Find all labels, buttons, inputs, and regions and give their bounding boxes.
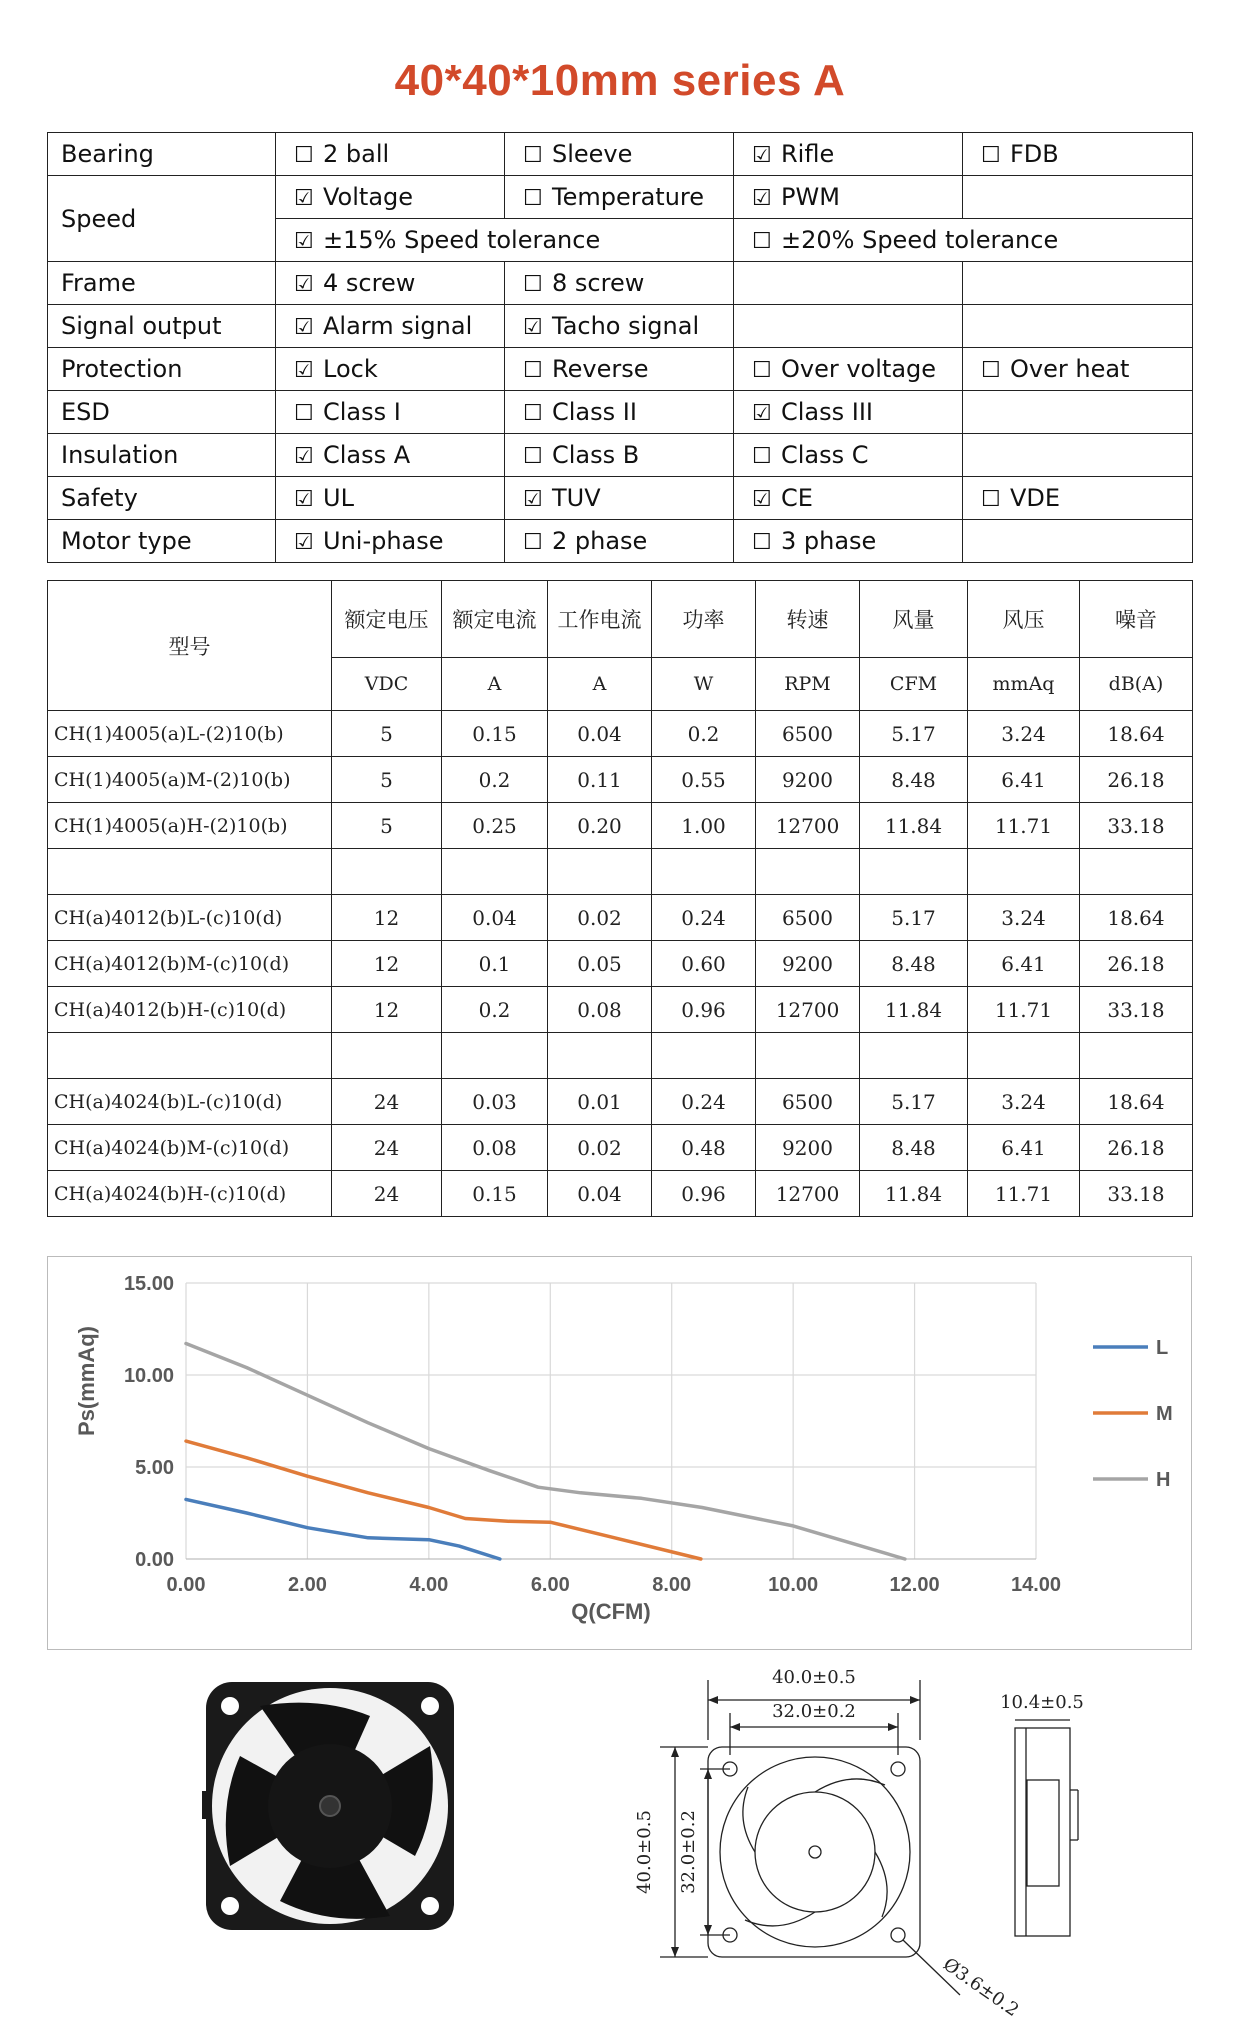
feature-option	[734, 305, 963, 348]
feature-option	[734, 477, 963, 520]
feature-option	[276, 133, 505, 176]
x-tick-label: 4.00	[409, 1574, 449, 1596]
empty-box-icon: ☐	[981, 487, 1001, 512]
checked-box-icon: ☑	[294, 487, 314, 512]
value-cell: 6.41	[968, 1125, 1080, 1171]
value-cell: 0.60	[652, 941, 756, 987]
empty-cell	[652, 849, 756, 895]
value-cell: 12	[332, 987, 442, 1033]
value-cell: 12	[332, 895, 442, 941]
feature-label: Frame	[48, 262, 276, 305]
feature-option	[505, 176, 734, 219]
empty-cell	[968, 1033, 1080, 1079]
feature-option-text: Over heat	[1010, 355, 1130, 383]
feature-option-text: PWM	[781, 183, 840, 211]
feature-option-text: Rifle	[781, 140, 835, 168]
feature-row	[48, 434, 1193, 477]
feature-option	[734, 434, 963, 477]
value-cell: 26.18	[1080, 1125, 1193, 1171]
table-row	[48, 711, 1193, 757]
front-dimension-drawing	[620, 1655, 1040, 2025]
model-cell: CH(a)4024(b)H-(c)10(d)	[48, 1171, 332, 1217]
value-cell: 26.18	[1080, 757, 1193, 803]
empty-box-icon: ☐	[981, 358, 1001, 383]
empty-box-icon: ☐	[294, 143, 314, 168]
value-cell: 11.71	[968, 1171, 1080, 1217]
value-cell: 11.84	[860, 987, 968, 1033]
value-cell: 0.1	[442, 941, 548, 987]
checked-box-icon: ☑	[523, 487, 543, 512]
value-cell: 0.15	[442, 1171, 548, 1217]
model-cell: CH(1)4005(a)H-(2)10(b)	[48, 803, 332, 849]
feature-option-text: 8 screw	[552, 269, 645, 297]
feature-option-text: Temperature	[552, 183, 705, 211]
value-cell: 33.18	[1080, 803, 1193, 849]
empty-box-icon: ☐	[752, 358, 772, 383]
spec-gap-row	[48, 1033, 1193, 1079]
feature-option	[505, 391, 734, 434]
value-cell: 24	[332, 1079, 442, 1125]
checked-box-icon: ☑	[294, 272, 314, 297]
feature-label: ESD	[48, 391, 276, 434]
value-cell: 0.03	[442, 1079, 548, 1125]
value-cell: 5	[332, 711, 442, 757]
value-cell: 9200	[756, 757, 860, 803]
empty-cell	[652, 1033, 756, 1079]
model-header: 型号	[48, 581, 332, 711]
value-cell: 9200	[756, 941, 860, 987]
empty-box-icon: ☐	[752, 229, 772, 254]
x-tick-label: 0.00	[166, 1574, 206, 1596]
value-cell: 0.05	[548, 941, 652, 987]
feature-option-text: Voltage	[323, 183, 414, 211]
value-cell: 0.11	[548, 757, 652, 803]
pq-chart	[47, 1256, 1192, 1650]
feature-label: Motor type	[48, 520, 276, 563]
y-tick-label: 10.00	[123, 1365, 174, 1387]
checked-box-icon: ☑	[294, 358, 314, 383]
feature-option	[276, 305, 505, 348]
feature-option-text: Class III	[781, 398, 874, 426]
feature-table	[47, 132, 1193, 563]
value-cell: 0.25	[442, 803, 548, 849]
feature-option	[505, 434, 734, 477]
feature-option-text: Sleeve	[552, 140, 633, 168]
feature-option-text: Class C	[781, 441, 869, 469]
empty-box-icon: ☐	[523, 358, 543, 383]
spec-unit: RPM	[756, 658, 860, 711]
empty-cell	[756, 849, 860, 895]
table-row	[48, 895, 1193, 941]
checked-box-icon: ☑	[752, 401, 772, 426]
value-cell: 0.2	[442, 987, 548, 1033]
feature-row	[48, 520, 1193, 563]
model-cell: CH(1)4005(a)L-(2)10(b)	[48, 711, 332, 757]
value-cell: 6500	[756, 711, 860, 757]
feature-option	[963, 434, 1193, 477]
empty-cell	[332, 1033, 442, 1079]
checked-box-icon: ☑	[523, 315, 543, 340]
empty-box-icon: ☐	[752, 444, 772, 469]
table-row	[48, 987, 1193, 1033]
spec-table	[47, 580, 1193, 1217]
spec-unit: VDC	[332, 658, 442, 711]
feature-row	[48, 176, 1193, 219]
value-cell: 1.00	[652, 803, 756, 849]
value-cell: 11.84	[860, 803, 968, 849]
feature-option-text: VDE	[1010, 484, 1061, 512]
value-cell: 3.24	[968, 711, 1080, 757]
checked-box-icon: ☑	[294, 315, 314, 340]
value-cell: 0.01	[548, 1079, 652, 1125]
value-cell: 5.17	[860, 711, 968, 757]
value-cell: 0.02	[548, 1125, 652, 1171]
empty-cell	[332, 849, 442, 895]
feature-option	[963, 391, 1193, 434]
model-cell: CH(a)4012(b)L-(c)10(d)	[48, 895, 332, 941]
value-cell: 12700	[756, 987, 860, 1033]
spec-header: 额定电流	[442, 581, 548, 658]
feature-option	[734, 520, 963, 563]
empty-cell	[442, 1033, 548, 1079]
value-cell: 12	[332, 941, 442, 987]
y-tick-label: 15.00	[123, 1273, 174, 1295]
value-cell: 0.24	[652, 895, 756, 941]
x-axis-label: Q(CFM)	[571, 1599, 651, 1624]
spec-header: 风压	[968, 581, 1080, 658]
value-cell: 0.04	[548, 1171, 652, 1217]
series-line-H	[186, 1344, 905, 1560]
value-cell: 8.48	[860, 941, 968, 987]
legend-label-M: M	[1156, 1403, 1173, 1425]
checked-box-icon: ☑	[294, 444, 314, 469]
hole-diameter-label: Ø3.6±0.2	[939, 1953, 1023, 2022]
value-cell: 12700	[756, 803, 860, 849]
table-row	[48, 803, 1193, 849]
feature-option-text: Class I	[323, 398, 401, 426]
table-row	[48, 941, 1193, 987]
feature-option	[276, 219, 734, 262]
feature-label: Speed	[48, 176, 276, 262]
front-hole-label: 32.0±0.2	[772, 1701, 856, 1722]
empty-cell	[756, 1033, 860, 1079]
model-cell: CH(a)4012(b)M-(c)10(d)	[48, 941, 332, 987]
value-cell: 0.2	[442, 757, 548, 803]
empty-cell	[548, 1033, 652, 1079]
spec-header: 转速	[756, 581, 860, 658]
value-cell: 11.71	[968, 803, 1080, 849]
empty-box-icon: ☐	[523, 401, 543, 426]
feature-option	[734, 262, 963, 305]
feature-option-text: Lock	[323, 355, 378, 383]
empty-cell	[1080, 849, 1193, 895]
value-cell: 0.08	[548, 987, 652, 1033]
table-row	[48, 757, 1193, 803]
feature-option-text: Tacho signal	[552, 312, 700, 340]
spec-unit: A	[442, 658, 548, 711]
y-axis-label: Ps(mmAq)	[74, 1325, 99, 1437]
feature-row	[48, 477, 1193, 520]
empty-box-icon: ☐	[523, 272, 543, 297]
feature-option-text: Uni-phase	[323, 527, 444, 555]
spec-unit: W	[652, 658, 756, 711]
feature-option	[276, 348, 505, 391]
feature-option	[276, 391, 505, 434]
feature-option-text: Alarm signal	[323, 312, 473, 340]
value-cell: 5.17	[860, 895, 968, 941]
empty-box-icon: ☐	[981, 143, 1001, 168]
checked-box-icon: ☑	[752, 487, 772, 512]
feature-option	[276, 477, 505, 520]
spec-unit: CFM	[860, 658, 968, 711]
feature-option	[505, 133, 734, 176]
value-cell: 26.18	[1080, 941, 1193, 987]
value-cell: 6.41	[968, 941, 1080, 987]
spec-header: 工作电流	[548, 581, 652, 658]
value-cell: 33.18	[1080, 987, 1193, 1033]
feature-option-text: Reverse	[552, 355, 649, 383]
empty-box-icon: ☐	[523, 143, 543, 168]
empty-box-icon: ☐	[523, 530, 543, 555]
empty-box-icon: ☐	[294, 401, 314, 426]
value-cell: 5.17	[860, 1079, 968, 1125]
value-cell: 18.64	[1080, 1079, 1193, 1125]
y-tick-label: 0.00	[135, 1549, 174, 1571]
value-cell: 0.04	[442, 895, 548, 941]
spec-header: 功率	[652, 581, 756, 658]
table-row	[48, 1079, 1193, 1125]
feature-option	[276, 434, 505, 477]
table-row	[48, 1125, 1193, 1171]
page-title: 40*40*10mm series A	[394, 56, 846, 105]
spec-unit: A	[548, 658, 652, 711]
x-tick-label: 14.00	[1010, 1574, 1062, 1596]
checked-box-icon: ☑	[752, 186, 772, 211]
value-cell: 0.55	[652, 757, 756, 803]
value-cell: 8.48	[860, 1125, 968, 1171]
feature-option	[505, 348, 734, 391]
feature-option	[734, 348, 963, 391]
value-cell: 6500	[756, 895, 860, 941]
model-cell: CH(a)4012(b)H-(c)10(d)	[48, 987, 332, 1033]
feature-label: Protection	[48, 348, 276, 391]
checked-box-icon: ☑	[294, 186, 314, 211]
spec-unit: dB(A)	[1080, 658, 1193, 711]
spec-unit: mmAq	[968, 658, 1080, 711]
feature-option-text: Class B	[552, 441, 640, 469]
feature-option	[734, 391, 963, 434]
feature-option-text: ±20% Speed tolerance	[781, 226, 1059, 254]
feature-option-text: Over voltage	[781, 355, 937, 383]
value-cell: 0.96	[652, 1171, 756, 1217]
value-cell: 0.96	[652, 987, 756, 1033]
feature-option-text: TUV	[552, 484, 601, 512]
value-cell: 0.04	[548, 711, 652, 757]
feature-option-text: 3 phase	[781, 527, 877, 555]
feature-option	[734, 219, 1193, 262]
feature-option-text: CE	[781, 484, 813, 512]
value-cell: 0.48	[652, 1125, 756, 1171]
feature-label: Signal output	[48, 305, 276, 348]
empty-cell	[1080, 1033, 1193, 1079]
feature-option-text: FDB	[1010, 140, 1059, 168]
model-cell: CH(a)4024(b)M-(c)10(d)	[48, 1125, 332, 1171]
feature-option	[963, 305, 1193, 348]
empty-cell	[860, 849, 968, 895]
x-tick-label: 10.00	[768, 1574, 819, 1596]
legend-label-L: L	[1156, 1337, 1169, 1359]
value-cell: 3.24	[968, 895, 1080, 941]
feature-option	[963, 262, 1193, 305]
spec-header: 额定电压	[332, 581, 442, 658]
feature-label: Bearing	[48, 133, 276, 176]
model-cell: CH(1)4005(a)M-(2)10(b)	[48, 757, 332, 803]
pq-chart-svg	[48, 1257, 1193, 1651]
value-cell: 0.24	[652, 1079, 756, 1125]
spec-header: 风量	[860, 581, 968, 658]
side-depth-label: 10.4±0.5	[1000, 1692, 1084, 1713]
value-cell: 3.24	[968, 1079, 1080, 1125]
spec-header: 噪音	[1080, 581, 1193, 658]
feature-option-text: UL	[323, 484, 354, 512]
value-cell: 0.08	[442, 1125, 548, 1171]
feature-option	[963, 133, 1193, 176]
feature-row	[48, 305, 1193, 348]
x-tick-label: 12.00	[889, 1574, 940, 1596]
feature-row	[48, 262, 1193, 305]
value-cell: 6500	[756, 1079, 860, 1125]
fan-photo	[200, 1676, 460, 1936]
value-cell: 0.20	[548, 803, 652, 849]
table-row	[48, 1171, 1193, 1217]
empty-cell	[48, 1033, 332, 1079]
feature-row	[48, 391, 1193, 434]
value-cell: 8.48	[860, 757, 968, 803]
empty-box-icon: ☐	[752, 530, 772, 555]
feature-option	[276, 262, 505, 305]
feature-option	[734, 176, 963, 219]
spec-gap-row	[48, 849, 1193, 895]
legend-label-H: H	[1156, 1469, 1171, 1491]
x-tick-label: 6.00	[530, 1574, 570, 1596]
feature-option-text: 2 ball	[323, 140, 390, 168]
value-cell: 6.41	[968, 757, 1080, 803]
value-cell: 11.71	[968, 987, 1080, 1033]
value-cell: 18.64	[1080, 711, 1193, 757]
value-cell: 18.64	[1080, 895, 1193, 941]
empty-box-icon: ☐	[523, 186, 543, 211]
feature-option	[963, 520, 1193, 563]
front-hole-v-label: 32.0±0.2	[678, 1810, 699, 1894]
value-cell: 33.18	[1080, 1171, 1193, 1217]
feature-row	[48, 348, 1193, 391]
side-dimension-drawing	[990, 1680, 1110, 1960]
value-cell: 5	[332, 803, 442, 849]
feature-option	[505, 477, 734, 520]
value-cell: 0.15	[442, 711, 548, 757]
feature-option	[963, 348, 1193, 391]
front-width-label: 40.0±0.5	[772, 1667, 856, 1688]
feature-option-text: Class II	[552, 398, 637, 426]
feature-option	[505, 305, 734, 348]
model-cell: CH(a)4024(b)L-(c)10(d)	[48, 1079, 332, 1125]
y-tick-label: 5.00	[135, 1457, 174, 1479]
series-line-L	[186, 1499, 500, 1559]
value-cell: 11.84	[860, 1171, 968, 1217]
feature-option	[276, 176, 505, 219]
feature-option	[734, 133, 963, 176]
x-tick-label: 8.00	[652, 1574, 692, 1596]
empty-box-icon: ☐	[523, 444, 543, 469]
empty-cell	[548, 849, 652, 895]
empty-cell	[860, 1033, 968, 1079]
value-cell: 24	[332, 1171, 442, 1217]
x-tick-label: 2.00	[287, 1574, 327, 1596]
front-height-label: 40.0±0.5	[634, 1810, 655, 1894]
feature-option	[505, 520, 734, 563]
value-cell: 24	[332, 1125, 442, 1171]
value-cell: 12700	[756, 1171, 860, 1217]
feature-option-text: Class A	[323, 441, 411, 469]
checked-box-icon: ☑	[294, 530, 314, 555]
feature-option	[276, 520, 505, 563]
value-cell: 9200	[756, 1125, 860, 1171]
checked-box-icon: ☑	[294, 229, 314, 254]
feature-label: Safety	[48, 477, 276, 520]
feature-label: Insulation	[48, 434, 276, 477]
empty-cell	[48, 849, 332, 895]
empty-cell	[442, 849, 548, 895]
value-cell: 5	[332, 757, 442, 803]
feature-option-text: ±15% Speed tolerance	[323, 226, 601, 254]
feature-option-text: 2 phase	[552, 527, 648, 555]
value-cell: 0.02	[548, 895, 652, 941]
feature-row	[48, 133, 1193, 176]
spec-header-row	[48, 581, 1193, 658]
checked-box-icon: ☑	[752, 143, 772, 168]
feature-option	[505, 262, 734, 305]
feature-option	[963, 477, 1193, 520]
value-cell: 0.2	[652, 711, 756, 757]
feature-option	[963, 176, 1193, 219]
feature-option-text: 4 screw	[323, 269, 416, 297]
empty-cell	[968, 849, 1080, 895]
